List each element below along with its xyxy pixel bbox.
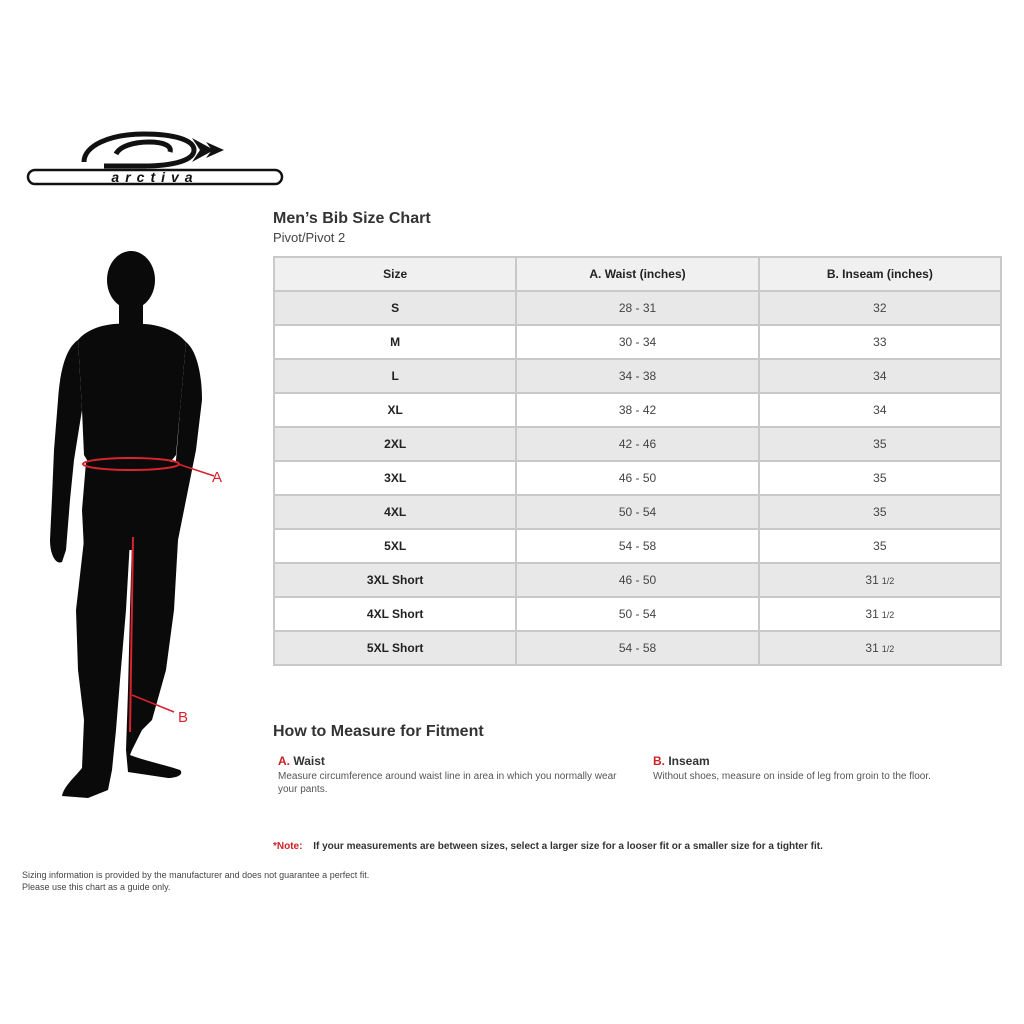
cell-size: 4XL Short: [274, 597, 516, 631]
cell-inseam: [759, 495, 1001, 529]
table-row: [274, 427, 1001, 461]
inseam-value: 34: [873, 403, 887, 417]
inseam-value: 34: [873, 369, 887, 383]
cell-inseam: [759, 325, 1001, 359]
how-to-measure-title: How to Measure for Fitment: [273, 723, 484, 740]
table-row: [274, 359, 1001, 393]
chart-subtitle: Pivot/Pivot 2: [273, 230, 346, 245]
table-header-row: [274, 257, 1001, 291]
inseam-value: 32: [873, 301, 887, 315]
waist-letter: A.: [278, 754, 290, 768]
chart-title: Men’s Bib Size Chart: [273, 210, 431, 227]
cell-inseam: [759, 359, 1001, 393]
cell-inseam: [759, 427, 1001, 461]
inseam-value: 33: [873, 335, 887, 349]
inseam-value: 31: [865, 607, 879, 621]
table-row: [274, 325, 1001, 359]
cell-waist: 38 - 42: [516, 393, 758, 427]
label-a: A: [212, 469, 223, 486]
cell-size: 2XL: [274, 427, 516, 461]
inseam-label: Inseam: [668, 754, 710, 768]
inseam-description: Without shoes, measure on inside of leg from groin to the floor.: [653, 771, 931, 782]
cell-waist: 34 - 38: [516, 359, 758, 393]
cell-waist: 30 - 34: [516, 325, 758, 359]
label-b: B: [178, 709, 189, 726]
table-row: [274, 529, 1001, 563]
table-row: [274, 291, 1001, 325]
inseam-value: 35: [873, 505, 887, 519]
logo-wordmark: arctiva: [111, 169, 199, 185]
inseam-fraction: 1/2: [881, 610, 895, 620]
cell-inseam: [759, 461, 1001, 495]
table-row: [274, 631, 1001, 665]
cell-waist: 50 - 54: [516, 597, 758, 631]
table-row: [274, 563, 1001, 597]
waist-label: Waist: [293, 754, 325, 768]
disclaimer: [22, 869, 369, 893]
cell-waist: 50 - 54: [516, 495, 758, 529]
arctiva-logo: [24, 128, 286, 188]
inseam-fraction: 1/2: [881, 644, 895, 654]
cell-waist: 54 - 58: [516, 631, 758, 665]
inseam-heading: [653, 754, 710, 768]
table-row: [274, 597, 1001, 631]
cell-size: L: [274, 359, 516, 393]
waist-heading: [278, 754, 325, 768]
table-row: [274, 393, 1001, 427]
disclaimer-line-2: Please use this chart as a guide only.: [22, 882, 171, 892]
note-prefix: *Note:: [273, 841, 303, 852]
cell-inseam: [759, 529, 1001, 563]
cell-waist: 28 - 31: [516, 291, 758, 325]
disclaimer-line-1: Sizing information is provided by the manufacturer and does not guarantee a perfect fit.: [22, 870, 370, 880]
table-body: [274, 291, 1001, 665]
size-table: [273, 256, 1002, 666]
cell-waist: 42 - 46: [516, 427, 758, 461]
cell-inseam: [759, 563, 1001, 597]
header-inseam: B. Inseam (inches): [759, 257, 1001, 291]
inseam-value: 35: [873, 539, 887, 553]
waist-description: Measure circumference around waist line in area in which you normally wear your pants.: [278, 771, 617, 795]
cell-size: XL: [274, 393, 516, 427]
inseam-value: 35: [873, 437, 887, 451]
cell-waist: 46 - 50: [516, 461, 758, 495]
cell-size: 3XL: [274, 461, 516, 495]
cell-inseam: [759, 597, 1001, 631]
header-size: Size: [274, 257, 516, 291]
cell-size: S: [274, 291, 516, 325]
cell-waist: 54 - 58: [516, 529, 758, 563]
cell-inseam: [759, 393, 1001, 427]
body-silhouette-figure: [28, 250, 228, 810]
header-waist: A. Waist (inches): [516, 257, 758, 291]
cell-size: 3XL Short: [274, 563, 516, 597]
table-row: [274, 495, 1001, 529]
inseam-value: 31: [865, 573, 879, 587]
cell-size: M: [274, 325, 516, 359]
inseam-value: 31: [865, 641, 879, 655]
cell-inseam: [759, 291, 1001, 325]
cell-size: 5XL Short: [274, 631, 516, 665]
cell-size: 4XL: [274, 495, 516, 529]
inseam-value: 35: [873, 471, 887, 485]
fit-note: [273, 841, 823, 852]
inseam-fraction: 1/2: [881, 576, 895, 586]
table-row: [274, 461, 1001, 495]
cell-waist: 46 - 50: [516, 563, 758, 597]
cell-inseam: [759, 631, 1001, 665]
inseam-letter: B.: [653, 754, 665, 768]
cell-size: 5XL: [274, 529, 516, 563]
note-text: If your measurements are between sizes, select a larger size for a looser fit or a smaller size for a tighter fit.: [313, 841, 823, 852]
